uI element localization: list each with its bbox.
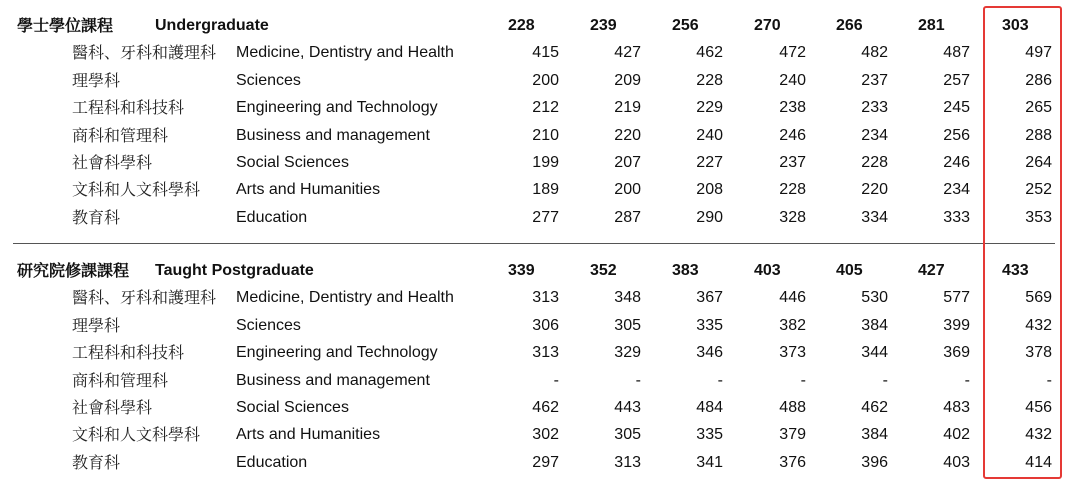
value-cell: - <box>553 371 559 389</box>
value-cell: 432 <box>1025 316 1052 334</box>
discipline-zh: 工程科和科技科 <box>72 343 185 363</box>
value-cell: 264 <box>1025 154 1052 171</box>
discipline-en: Social Sciences <box>236 154 349 171</box>
value-cell: 328 <box>779 208 806 226</box>
value-cell: 483 <box>943 399 970 416</box>
discipline-en: Education <box>236 208 308 226</box>
value-cell: 382 <box>779 316 806 334</box>
section-total-value: 281 <box>918 17 945 34</box>
value-cell: 379 <box>779 426 806 444</box>
table-row <box>0 149 1080 176</box>
value-cell: 432 <box>1025 426 1052 444</box>
discipline-zh: 社會科學科 <box>72 398 153 417</box>
value-cell: 297 <box>532 453 559 471</box>
section-total-value: 256 <box>672 17 699 34</box>
value-cell: 329 <box>614 344 641 362</box>
table-row <box>0 39 1080 66</box>
value-cell: 462 <box>532 399 559 416</box>
value-cell: 396 <box>861 453 888 471</box>
value-cell: 446 <box>779 289 806 307</box>
section-title-zh: 研究院修課課程 <box>17 261 130 280</box>
value-cell: 384 <box>861 316 888 334</box>
discipline-en: Sciences <box>236 71 301 89</box>
discipline-zh: 文科和人文科學科 <box>72 180 201 200</box>
value-cell: 577 <box>943 289 970 307</box>
value-cell: 462 <box>861 399 888 416</box>
section-header-row <box>0 12 1080 39</box>
value-cell: 399 <box>943 316 970 334</box>
value-cell: 569 <box>1025 289 1052 307</box>
value-cell: 482 <box>861 44 888 62</box>
value-cell: 530 <box>861 289 888 307</box>
section-total-value: 228 <box>508 17 535 34</box>
value-cell: 334 <box>861 208 888 226</box>
value-cell: 246 <box>943 154 970 171</box>
value-cell: 233 <box>861 99 888 117</box>
section-total-value: 403 <box>754 262 781 279</box>
section-total-value: 266 <box>836 17 863 34</box>
value-cell: 228 <box>779 181 806 199</box>
value-cell: 305 <box>614 316 641 334</box>
table-row <box>0 204 1080 231</box>
value-cell: 246 <box>779 126 806 144</box>
section-divider <box>13 243 1055 244</box>
value-cell: 414 <box>1025 453 1052 471</box>
value-cell: 488 <box>779 399 806 416</box>
section-total-value: 405 <box>836 262 863 279</box>
value-cell: 333 <box>943 208 970 226</box>
table-row <box>0 339 1080 366</box>
value-cell: 313 <box>532 344 559 362</box>
value-cell: 427 <box>614 44 641 62</box>
value-cell: 287 <box>614 208 641 226</box>
value-cell: - <box>964 371 970 389</box>
value-cell: 313 <box>532 289 559 307</box>
value-cell: - <box>717 371 723 389</box>
value-cell: - <box>1046 371 1052 389</box>
value-cell: 237 <box>861 71 888 89</box>
value-cell: 234 <box>861 126 888 144</box>
value-cell: 378 <box>1025 344 1052 362</box>
value-cell: 256 <box>943 126 970 144</box>
value-cell: 286 <box>1025 71 1052 89</box>
discipline-zh: 工程科和科技科 <box>72 98 185 118</box>
discipline-en: Education <box>236 453 308 471</box>
discipline-zh: 理學科 <box>72 70 121 90</box>
value-cell: 219 <box>614 99 641 117</box>
discipline-zh: 社會科學科 <box>72 153 153 172</box>
value-cell: 265 <box>1025 99 1052 117</box>
value-cell: 415 <box>532 44 559 62</box>
section-total-value: 270 <box>754 17 781 34</box>
value-cell: 229 <box>696 99 723 117</box>
section-header-row <box>0 257 1080 284</box>
section-total-value: 339 <box>508 262 535 279</box>
table-row <box>0 312 1080 339</box>
discipline-zh: 商科和管理科 <box>72 125 169 145</box>
discipline-en: Engineering and Technology <box>236 99 438 117</box>
value-cell: - <box>882 371 888 389</box>
section-total-value: 427 <box>918 262 945 279</box>
value-cell: 335 <box>696 426 723 444</box>
value-cell: - <box>635 371 641 389</box>
discipline-en: Arts and Humanities <box>236 181 381 199</box>
value-cell: 220 <box>614 126 641 144</box>
value-cell: - <box>800 371 806 389</box>
discipline-en: Arts and Humanities <box>236 426 381 444</box>
value-cell: 290 <box>696 208 723 226</box>
value-cell: 189 <box>532 181 559 199</box>
value-cell: 212 <box>532 99 559 117</box>
value-cell: 456 <box>1025 399 1052 416</box>
value-cell: 369 <box>943 344 970 362</box>
value-cell: 462 <box>696 44 723 62</box>
value-cell: 313 <box>614 453 641 471</box>
section-title-en: Undergraduate <box>155 17 269 34</box>
value-cell: 302 <box>532 426 559 444</box>
value-cell: 487 <box>943 44 970 62</box>
discipline-zh: 理學科 <box>72 315 121 335</box>
value-cell: 200 <box>532 71 559 89</box>
value-cell: 484 <box>696 399 723 416</box>
value-cell: 209 <box>614 71 641 89</box>
value-cell: 220 <box>861 181 888 199</box>
value-cell: 227 <box>696 154 723 171</box>
value-cell: 257 <box>943 71 970 89</box>
value-cell: 208 <box>696 181 723 199</box>
value-cell: 210 <box>532 126 559 144</box>
discipline-zh: 教育科 <box>72 452 121 472</box>
discipline-en: Business and management <box>236 371 430 389</box>
discipline-zh: 文科和人文科學科 <box>72 425 201 445</box>
value-cell: 237 <box>779 154 806 171</box>
section-total-value: 303 <box>1002 17 1029 34</box>
value-cell: 367 <box>696 289 723 307</box>
value-cell: 234 <box>943 181 970 199</box>
value-cell: 288 <box>1025 126 1052 144</box>
value-cell: 240 <box>696 126 723 144</box>
value-cell: 443 <box>614 399 641 416</box>
table-row <box>0 122 1080 149</box>
value-cell: 306 <box>532 316 559 334</box>
discipline-zh: 教育科 <box>72 207 121 227</box>
table-row <box>0 421 1080 448</box>
value-cell: 472 <box>779 44 806 62</box>
value-cell: 200 <box>614 181 641 199</box>
value-cell: 376 <box>779 453 806 471</box>
value-cell: 277 <box>532 208 559 226</box>
value-cell: 346 <box>696 344 723 362</box>
discipline-zh: 醫科、牙科和護理科 <box>72 288 217 308</box>
table-row <box>0 449 1080 476</box>
section-total-value: 433 <box>1002 262 1029 279</box>
value-cell: 348 <box>614 289 641 307</box>
section-title-zh: 學士學位課程 <box>17 16 114 35</box>
value-cell: 344 <box>861 344 888 362</box>
latest-year-highlight <box>983 6 1062 479</box>
value-cell: 240 <box>779 71 806 89</box>
value-cell: 384 <box>861 426 888 444</box>
table-row <box>0 394 1080 421</box>
table-row <box>0 176 1080 203</box>
table-row <box>0 367 1080 394</box>
table-row <box>0 67 1080 94</box>
discipline-en: Engineering and Technology <box>236 344 438 362</box>
section-title-en: Taught Postgraduate <box>155 262 314 279</box>
discipline-en: Business and management <box>236 126 430 144</box>
value-cell: 497 <box>1025 44 1052 62</box>
discipline-en: Sciences <box>236 316 301 334</box>
value-cell: 228 <box>696 71 723 89</box>
section-total-value: 352 <box>590 262 617 279</box>
value-cell: 199 <box>532 154 559 171</box>
table-row <box>0 284 1080 311</box>
value-cell: 341 <box>696 453 723 471</box>
value-cell: 403 <box>943 453 970 471</box>
section-total-value: 383 <box>672 262 699 279</box>
discipline-en: Social Sciences <box>236 399 349 416</box>
table-row <box>0 94 1080 121</box>
discipline-en: Medicine, Dentistry and Health <box>236 44 454 62</box>
value-cell: 238 <box>779 99 806 117</box>
value-cell: 305 <box>614 426 641 444</box>
value-cell: 335 <box>696 316 723 334</box>
value-cell: 353 <box>1025 208 1052 226</box>
value-cell: 245 <box>943 99 970 117</box>
value-cell: 252 <box>1025 181 1052 199</box>
discipline-en: Medicine, Dentistry and Health <box>236 289 454 307</box>
value-cell: 207 <box>614 154 641 171</box>
section-total-value: 239 <box>590 17 617 34</box>
discipline-zh: 商科和管理科 <box>72 370 169 390</box>
value-cell: 228 <box>861 154 888 171</box>
value-cell: 373 <box>779 344 806 362</box>
discipline-zh: 醫科、牙科和護理科 <box>72 43 217 63</box>
value-cell: 402 <box>943 426 970 444</box>
